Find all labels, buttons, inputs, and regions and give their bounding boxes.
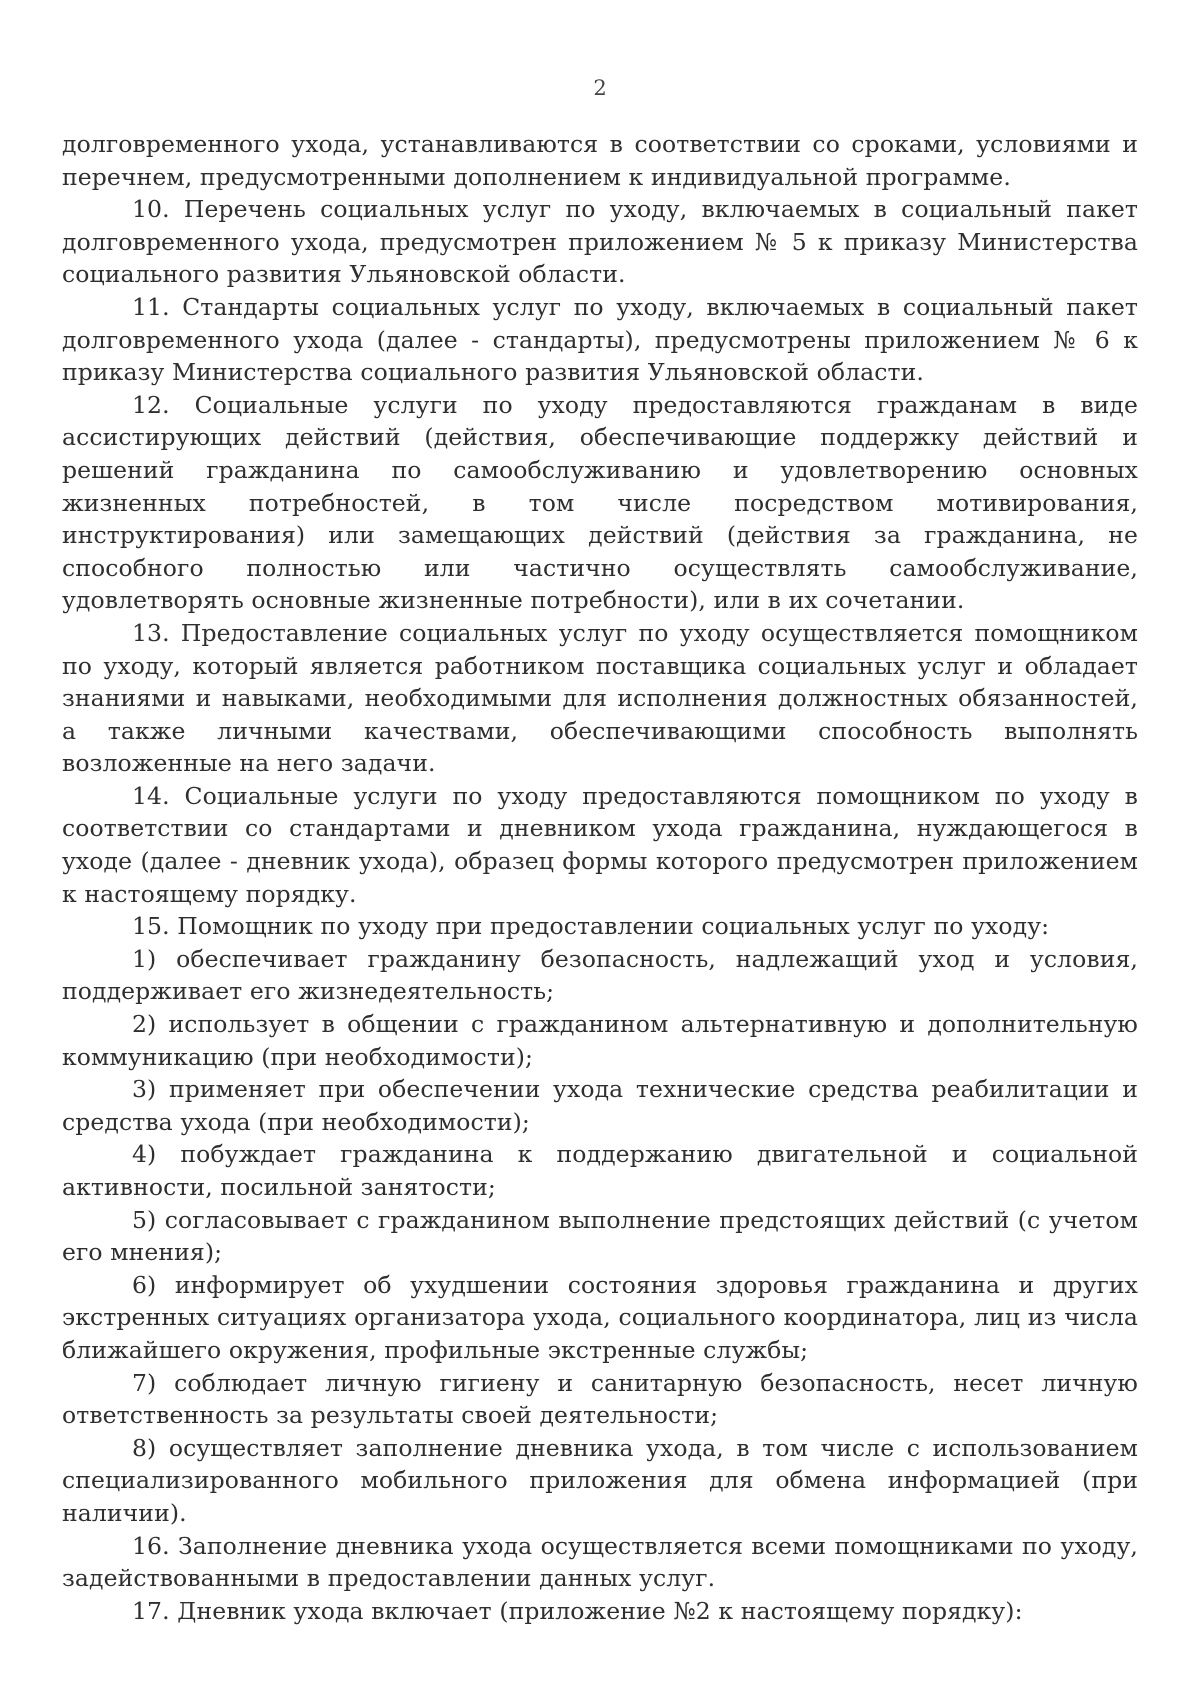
paragraph-continuation: долговременного ухода, устанавливаются в соответствии со сроками, условиями и перечнем, предусмотренными дополнением к индивидуальной программе. — [62, 130, 1138, 191]
list-item-5: 5) согласовывает с гражданином выполнение предстоящих действий (с учетом его мнения); — [62, 1205, 1138, 1267]
list-item-3: 3) применяет при обеспечении ухода технические средства реабилитации и средства ухода (при необходимости); — [62, 1075, 1138, 1136]
paragraph-14: 14. Социальные услуги по уходу предоставляются помощником по уходу в соответствии со стандартами и дневником ухода гражданина, нуждающегося в уходе (далее - дневник ухода), образец формы которого предусмотрен приложением к настоящему порядку. — [62, 781, 1138, 908]
list-item-4: 4) побуждает гражданина к поддержанию двигательной и социальной активности, посильной занятости; — [62, 1140, 1138, 1201]
document-body — [62, 128, 1138, 1627]
paragraph-13: 13. Предоставление социальных услуг по уходу осуществляется помощником по уходу, который является работником поставщика социальных услуг и обладает знаниями и навыками, необходимыми для исполнения должностных обязанностей, а также личными качествами, обеспечивающими способность выполнять возложенные на него задачи. — [62, 618, 1138, 778]
list-item-6: 6) информирует об ухудшении состояния здоровья гражданина и других экстренных ситуациях организатора ухода, социального координатора, лиц из числа ближайшего окружения, профильные экстренные службы; — [62, 1270, 1138, 1364]
paragraph-15: 15. Помощник по уходу при предоставлении социальных услуг по уходу: — [132, 912, 1050, 941]
list-item-2: 2) использует в общении с гражданином альтернативную и дополнительную коммуникацию (при необходимости); — [62, 1010, 1138, 1071]
page-number: 2 — [593, 76, 607, 100]
list-item-7: 7) соблюдает личную гигиену и санитарную безопасность, несет личную ответственность за результаты своей деятельности; — [62, 1368, 1138, 1430]
paragraph-11: 11. Стандарты социальных услуг по уходу, включаемых в социальный пакет долговременного ухода (далее - стандарты), предусмотрены приложением № 6 к приказу Министерства социального развития Ульяновской области. — [62, 292, 1138, 387]
paragraph-17: 17. Дневник ухода включает (приложение №2 к настоящему порядку): — [132, 1596, 1023, 1625]
list-item-8: 8) осуществляет заполнение дневника ухода, в том числе с использованием специализированного мобильного приложения для обмена информацией (при наличии). — [62, 1433, 1138, 1527]
paragraph-12: 12. Социальные услуги по уходу предоставляются гражданам в виде ассистирующих действий (действия, обеспечивающие поддержку действий и решений гражданина по самообслуживанию и удовлетворению основных жизненных потребностей, в том числе посредством мотивирования, инструктирования) или замещающих действий (действия за гражданина, не способного полностью или частично осуществлять самообслуживание, удовлетворять основные жизненные потребности), или в их сочетании. — [62, 390, 1138, 615]
list-item-1: 1) обеспечивает гражданину безопасность, надлежащий уход и условия, поддерживает его жизнедеятельность; — [62, 944, 1138, 1006]
paragraph-10: 10. Перечень социальных услуг по уходу, включаемых в социальный пакет долговременного ухода, предусмотрен приложением № 5 к приказу Министерства социального развития Ульяновской области. — [62, 195, 1138, 289]
paragraph-16: 16. Заполнение дневника ухода осуществляется всеми помощниками по уходу, задействованными в предоставлении данных услуг. — [62, 1531, 1138, 1593]
